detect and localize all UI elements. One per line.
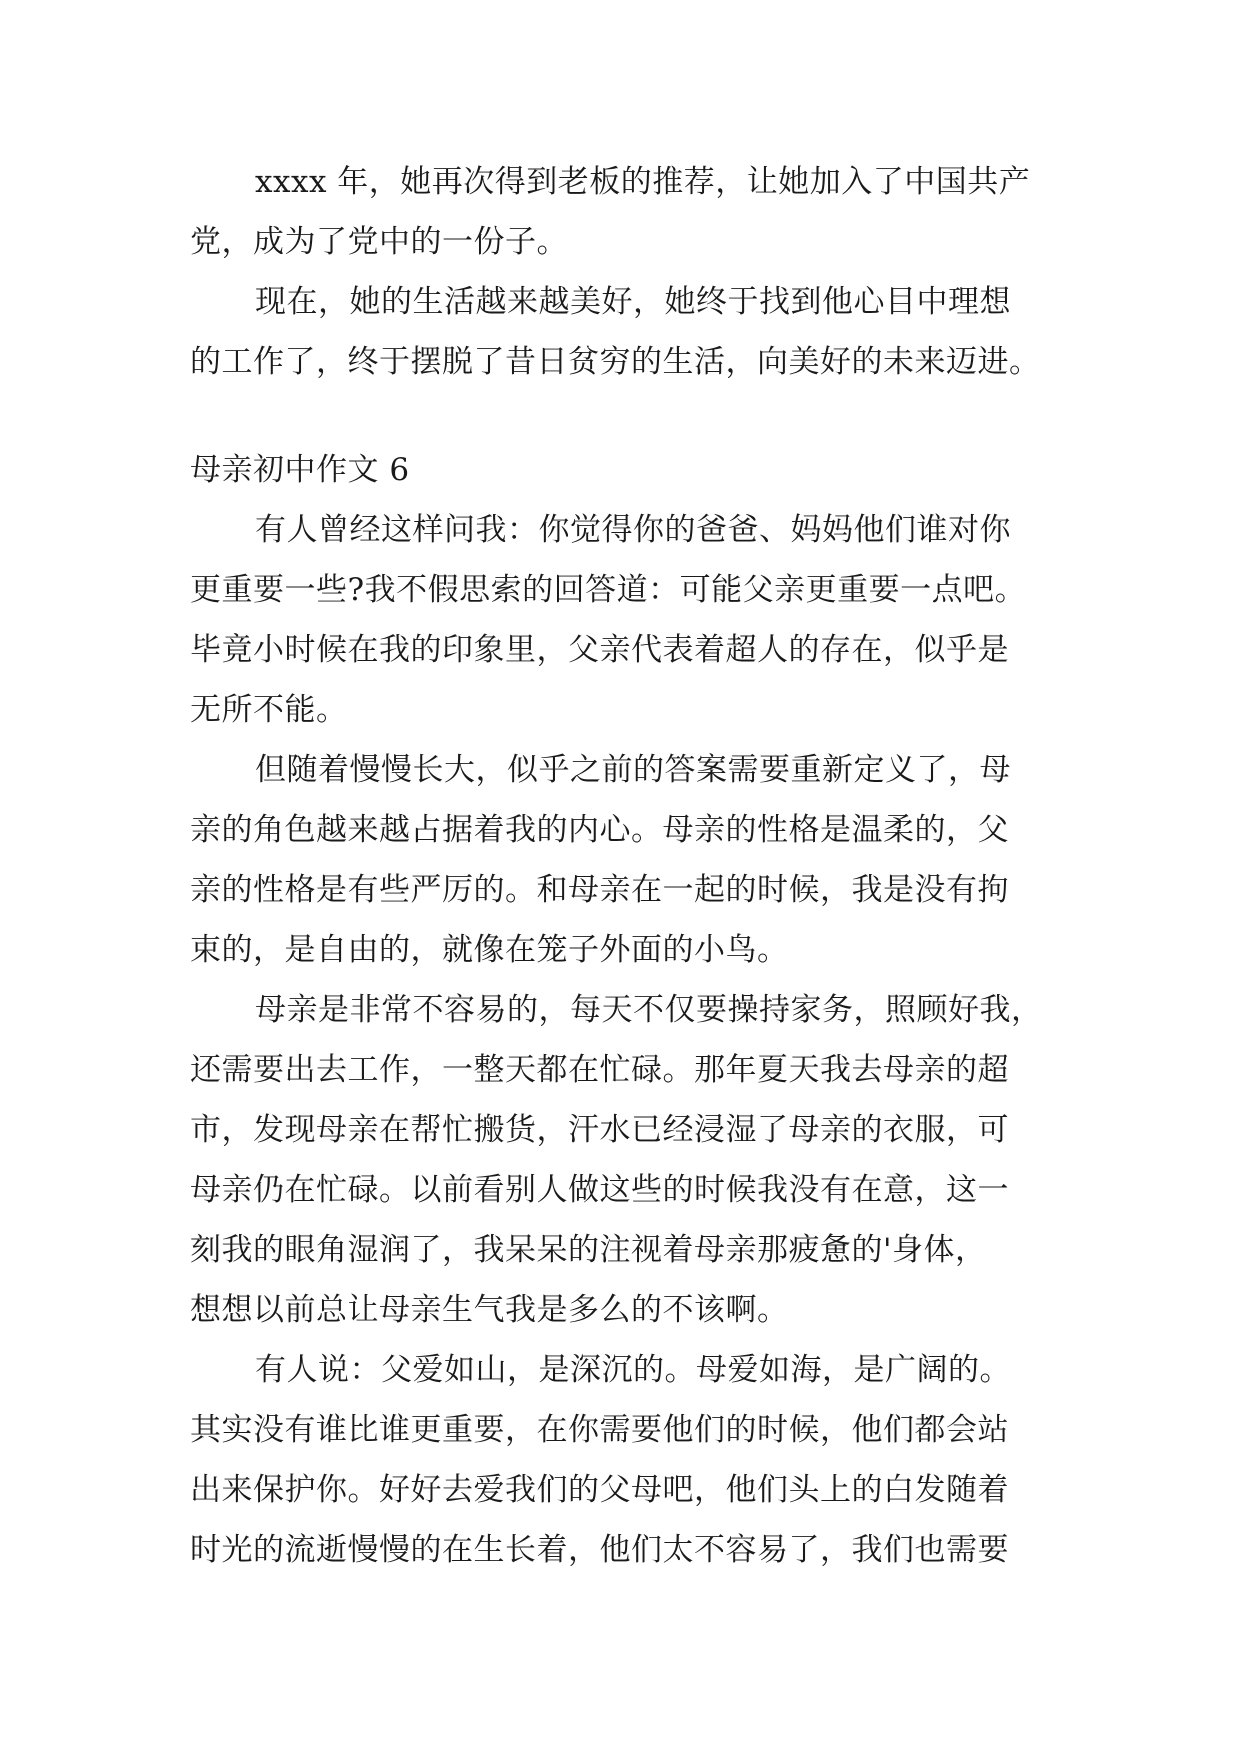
paragraph-line: 更重要一些?我不假思索的回答道：可能父亲更重要一点吧。 [190, 572, 1027, 608]
paragraph-line: 的工作了，终于摆脱了昔日贫穷的生活，向美好的未来迈进。 [190, 344, 1041, 380]
paragraph-line: xxxx 年，她再次得到老板的推荐，让她加入了中国共产 [255, 164, 1031, 200]
paragraph-line: 出来保护你。好好去爱我们的父母吧，他们头上的白发随着 [190, 1472, 1009, 1508]
paragraph-line: 有人曾经这样问我：你觉得你的爸爸、妈妈他们谁对你 [255, 512, 1011, 548]
paragraph-line: 其实没有谁比谁更重要，在你需要他们的时候，他们都会站 [190, 1412, 1009, 1448]
paragraph-line: 现在，她的生活越来越美好，她终于找到他心目中理想 [255, 284, 1011, 320]
paragraph-line: 毕竟小时候在我的印象里，父亲代表着超人的存在，似乎是 [190, 632, 1009, 668]
paragraph-line: 母亲仍在忙碌。以前看别人做这些的时候我没有在意，这一 [190, 1172, 1009, 1208]
paragraph-line: 时光的流逝慢慢的在生长着，他们太不容易了，我们也需要 [190, 1532, 1009, 1568]
paragraph-line: 亲的性格是有些严厉的。和母亲在一起的时候，我是没有拘 [190, 872, 1009, 908]
paragraph-line: 还需要出去工作，一整天都在忙碌。那年夏天我去母亲的超 [190, 1052, 1009, 1088]
paragraph-line: 党，成为了党中的一份子。 [190, 224, 568, 260]
paragraph-line: 刻我的眼角湿润了，我呆呆的注视着母亲那疲惫的'身体， [190, 1232, 987, 1268]
paragraph-line: 亲的角色越来越占据着我的内心。母亲的性格是温柔的，父 [190, 812, 1009, 848]
paragraph-line: 束的，是自由的，就像在笼子外面的小鸟。 [190, 932, 789, 968]
paragraph-line: 市，发现母亲在帮忙搬货，汗水已经浸湿了母亲的衣服，可 [190, 1112, 1009, 1148]
section-title: 母亲初中作文 6 [190, 452, 410, 488]
paragraph-line: 想想以前总让母亲生气我是多么的不该啊。 [190, 1292, 789, 1328]
paragraph-line: 无所不能。 [190, 692, 348, 728]
paragraph-line: 但随着慢慢长大，似乎之前的答案需要重新定义了，母 [255, 752, 1011, 788]
paragraph-line: 母亲是非常不容易的，每天不仅要操持家务，照顾好我， [255, 992, 1043, 1028]
paragraph-line: 有人说：父爱如山，是深沉的。母爱如海，是广阔的。 [255, 1352, 1011, 1388]
